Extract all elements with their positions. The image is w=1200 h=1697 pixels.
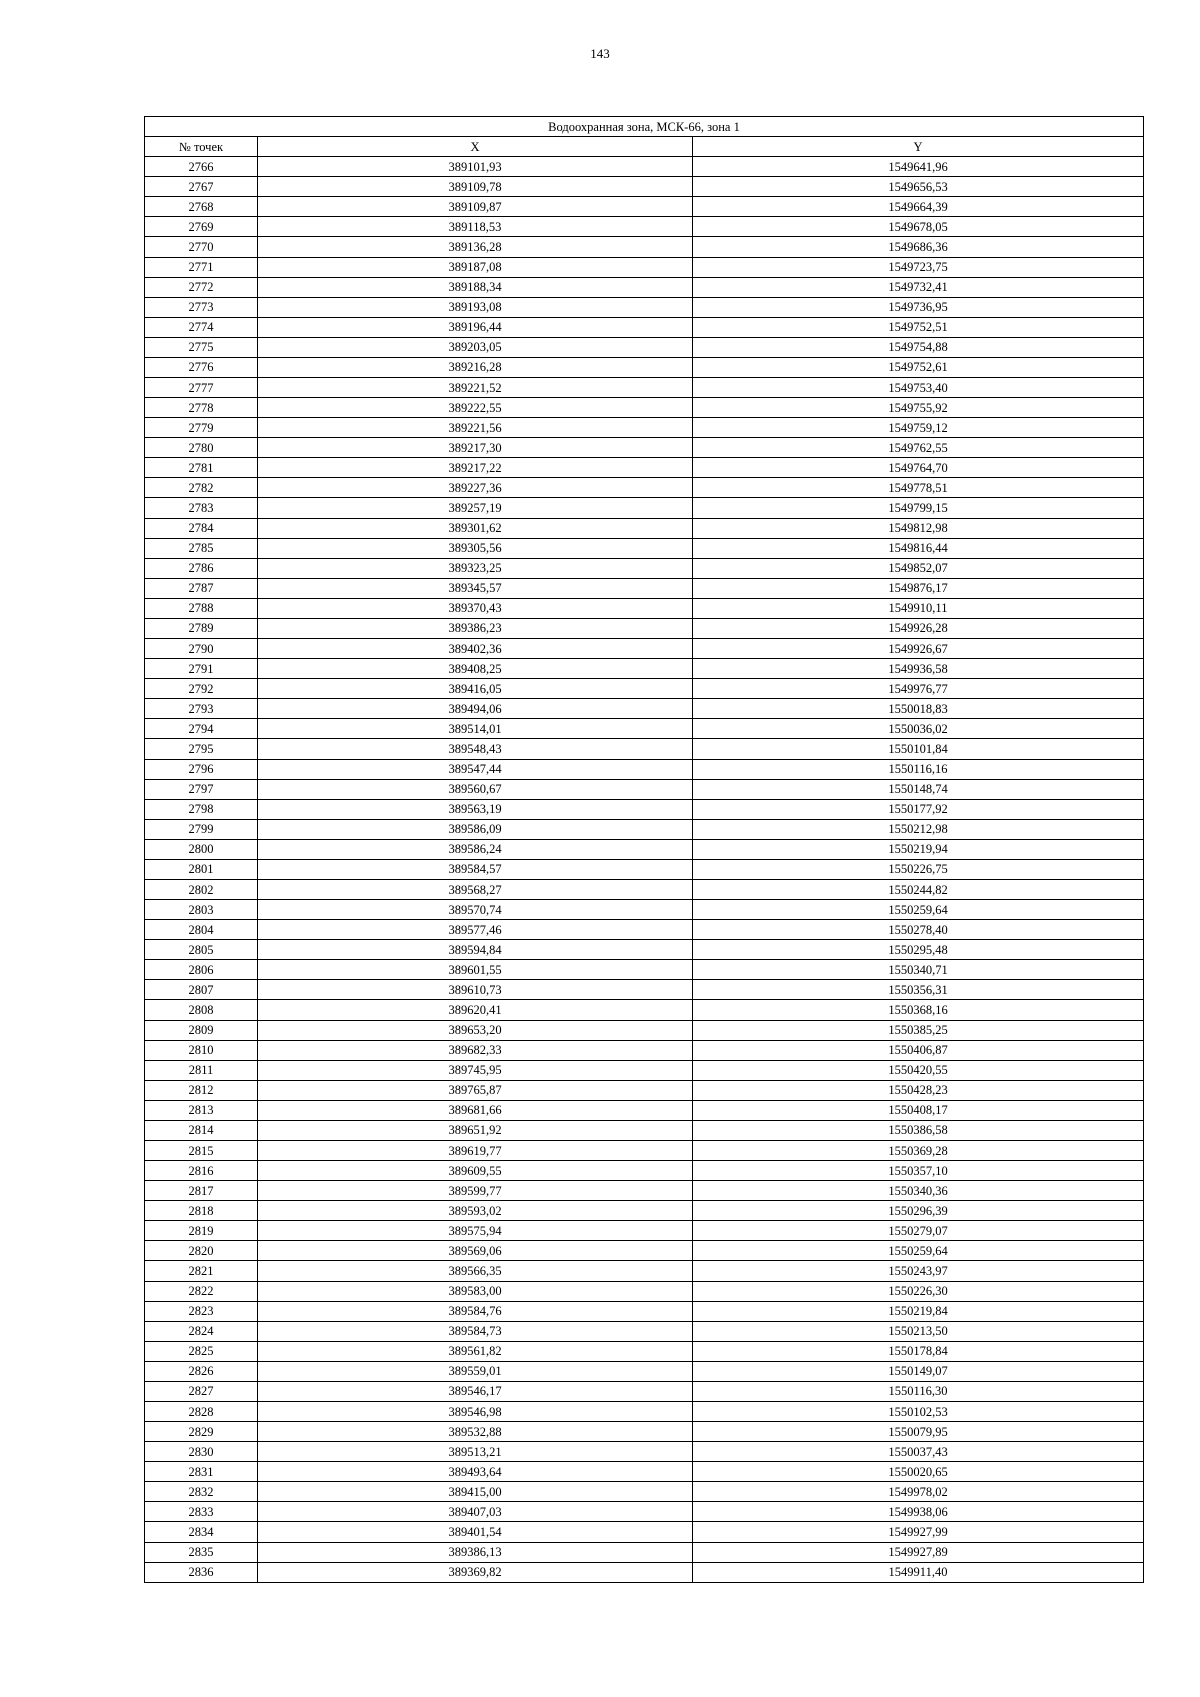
- x-coordinate-cell: 389408,25: [258, 659, 693, 679]
- table-row: [145, 337, 1144, 357]
- point-number-cell: 2815: [145, 1140, 258, 1160]
- point-number-cell: 2814: [145, 1120, 258, 1140]
- x-coordinate-cell: 389305,56: [258, 538, 693, 558]
- y-coordinate-cell: 1549926,67: [693, 639, 1144, 659]
- y-coordinate-cell: 1550244,82: [693, 879, 1144, 899]
- y-coordinate-cell: 1549910,11: [693, 598, 1144, 618]
- x-coordinate-cell: 389187,08: [258, 257, 693, 277]
- table-row: [145, 1080, 1144, 1100]
- x-coordinate-cell: 389765,87: [258, 1080, 693, 1100]
- y-coordinate-cell: 1550212,98: [693, 819, 1144, 839]
- table-row: [145, 398, 1144, 418]
- x-coordinate-cell: 389301,62: [258, 518, 693, 538]
- y-coordinate-cell: 1550219,94: [693, 839, 1144, 859]
- x-coordinate-cell: 389561,82: [258, 1341, 693, 1361]
- point-number-cell: 2767: [145, 177, 258, 197]
- x-coordinate-cell: 389101,93: [258, 157, 693, 177]
- x-coordinate-cell: 389610,73: [258, 980, 693, 1000]
- x-coordinate-cell: 389227,36: [258, 478, 693, 498]
- table-row: [145, 1140, 1144, 1160]
- y-coordinate-cell: 1549926,28: [693, 618, 1144, 638]
- table-row: [145, 297, 1144, 317]
- table-row: [145, 578, 1144, 598]
- x-coordinate-cell: 389599,77: [258, 1181, 693, 1201]
- y-coordinate-cell: 1549678,05: [693, 217, 1144, 237]
- table-row: [145, 237, 1144, 257]
- point-number-cell: 2803: [145, 900, 258, 920]
- point-number-cell: 2782: [145, 478, 258, 498]
- point-number-cell: 2826: [145, 1361, 258, 1381]
- coordinates-table: [144, 116, 1144, 1583]
- x-coordinate-cell: 389217,22: [258, 458, 693, 478]
- table-row: [145, 1341, 1144, 1361]
- x-coordinate-cell: 389196,44: [258, 317, 693, 337]
- y-coordinate-cell: 1550116,30: [693, 1381, 1144, 1401]
- y-coordinate-cell: 1550243,97: [693, 1261, 1144, 1281]
- y-coordinate-cell: 1549876,17: [693, 578, 1144, 598]
- y-coordinate-cell: 1550148,74: [693, 779, 1144, 799]
- table-row: [145, 639, 1144, 659]
- table-row: [145, 357, 1144, 377]
- point-number-cell: 2823: [145, 1301, 258, 1321]
- y-coordinate-cell: 1550036,02: [693, 719, 1144, 739]
- x-coordinate-cell: 389386,13: [258, 1542, 693, 1562]
- point-number-cell: 2778: [145, 398, 258, 418]
- y-coordinate-cell: 1549732,41: [693, 277, 1144, 297]
- y-coordinate-cell: 1549762,55: [693, 438, 1144, 458]
- point-number-cell: 2836: [145, 1562, 258, 1582]
- point-number-cell: 2810: [145, 1040, 258, 1060]
- y-coordinate-cell: 1550369,28: [693, 1140, 1144, 1160]
- y-coordinate-cell: 1549816,44: [693, 538, 1144, 558]
- table-row: [145, 839, 1144, 859]
- table-row: [145, 418, 1144, 438]
- point-number-cell: 2789: [145, 618, 258, 638]
- y-coordinate-cell: 1549752,61: [693, 357, 1144, 377]
- x-coordinate-cell: 389216,28: [258, 357, 693, 377]
- y-coordinate-cell: 1550420,55: [693, 1060, 1144, 1080]
- table-row: [145, 1040, 1144, 1060]
- x-coordinate-cell: 389386,23: [258, 618, 693, 638]
- table-row: [145, 859, 1144, 879]
- x-coordinate-cell: 389546,17: [258, 1381, 693, 1401]
- x-coordinate-cell: 389569,06: [258, 1241, 693, 1261]
- x-coordinate-cell: 389651,92: [258, 1120, 693, 1140]
- x-coordinate-cell: 389407,03: [258, 1502, 693, 1522]
- y-coordinate-cell: 1549764,70: [693, 458, 1144, 478]
- y-coordinate-cell: 1550177,92: [693, 799, 1144, 819]
- table-row: [145, 819, 1144, 839]
- x-coordinate-cell: 389586,24: [258, 839, 693, 859]
- point-number-cell: 2809: [145, 1020, 258, 1040]
- x-coordinate-cell: 389109,78: [258, 177, 693, 197]
- point-number-cell: 2793: [145, 699, 258, 719]
- y-coordinate-cell: 1549978,02: [693, 1482, 1144, 1502]
- y-coordinate-cell: 1550018,83: [693, 699, 1144, 719]
- table-row: [145, 1201, 1144, 1221]
- y-coordinate-cell: 1550295,48: [693, 940, 1144, 960]
- x-coordinate-cell: 389548,43: [258, 739, 693, 759]
- point-number-cell: 2766: [145, 157, 258, 177]
- point-number-cell: 2774: [145, 317, 258, 337]
- point-number-cell: 2831: [145, 1462, 258, 1482]
- point-number-cell: 2833: [145, 1502, 258, 1522]
- x-coordinate-cell: 389257,19: [258, 498, 693, 518]
- table-row: [145, 1301, 1144, 1321]
- column-header-point-number: № точек: [145, 137, 258, 157]
- point-number-cell: 2776: [145, 357, 258, 377]
- point-number-cell: 2832: [145, 1482, 258, 1502]
- x-coordinate-cell: 389620,41: [258, 1000, 693, 1020]
- x-coordinate-cell: 389514,01: [258, 719, 693, 739]
- table-title-row: [145, 117, 1144, 137]
- y-coordinate-cell: 1549778,51: [693, 478, 1144, 498]
- y-coordinate-cell: 1549753,40: [693, 378, 1144, 398]
- point-number-cell: 2786: [145, 558, 258, 578]
- point-number-cell: 2804: [145, 920, 258, 940]
- point-number-cell: 2773: [145, 297, 258, 317]
- y-coordinate-cell: 1550385,25: [693, 1020, 1144, 1040]
- point-number-cell: 2783: [145, 498, 258, 518]
- table-row: [145, 1462, 1144, 1482]
- x-coordinate-cell: 389402,36: [258, 639, 693, 659]
- table-row: [145, 618, 1144, 638]
- y-coordinate-cell: 1550116,16: [693, 759, 1144, 779]
- table-row: [145, 438, 1144, 458]
- point-number-cell: 2788: [145, 598, 258, 618]
- column-header-y: Y: [693, 137, 1144, 157]
- point-number-cell: 2791: [145, 659, 258, 679]
- table-row: [145, 1542, 1144, 1562]
- y-coordinate-cell: 1550368,16: [693, 1000, 1144, 1020]
- y-coordinate-cell: 1550406,87: [693, 1040, 1144, 1060]
- x-coordinate-cell: 389513,21: [258, 1442, 693, 1462]
- y-coordinate-cell: 1549656,53: [693, 177, 1144, 197]
- table-row: [145, 177, 1144, 197]
- x-coordinate-cell: 389345,57: [258, 578, 693, 598]
- x-coordinate-cell: 389193,08: [258, 297, 693, 317]
- x-coordinate-cell: 389369,82: [258, 1562, 693, 1582]
- table-row: [145, 1261, 1144, 1281]
- point-number-cell: 2817: [145, 1181, 258, 1201]
- x-coordinate-cell: 389575,94: [258, 1221, 693, 1241]
- y-coordinate-cell: 1550259,64: [693, 900, 1144, 920]
- x-coordinate-cell: 389221,56: [258, 418, 693, 438]
- x-coordinate-cell: 389109,87: [258, 197, 693, 217]
- x-coordinate-cell: 389601,55: [258, 960, 693, 980]
- x-coordinate-cell: 389416,05: [258, 679, 693, 699]
- x-coordinate-cell: 389532,88: [258, 1422, 693, 1442]
- point-number-cell: 2800: [145, 839, 258, 859]
- y-coordinate-cell: 1550020,65: [693, 1462, 1144, 1482]
- x-coordinate-cell: 389563,19: [258, 799, 693, 819]
- point-number-cell: 2797: [145, 779, 258, 799]
- table-row: [145, 217, 1144, 237]
- table-row: [145, 277, 1144, 297]
- table-row: [145, 1281, 1144, 1301]
- x-coordinate-cell: 389583,00: [258, 1281, 693, 1301]
- table-row: [145, 1120, 1144, 1140]
- column-header-x: X: [258, 137, 693, 157]
- x-coordinate-cell: 389323,25: [258, 558, 693, 578]
- point-number-cell: 2820: [145, 1241, 258, 1261]
- table-row: [145, 940, 1144, 960]
- y-coordinate-cell: 1550356,31: [693, 980, 1144, 1000]
- x-coordinate-cell: 389619,77: [258, 1140, 693, 1160]
- table-row: [145, 960, 1144, 980]
- x-coordinate-cell: 389609,55: [258, 1161, 693, 1181]
- point-number-cell: 2802: [145, 879, 258, 899]
- point-number-cell: 2835: [145, 1542, 258, 1562]
- table-row: [145, 1020, 1144, 1040]
- table-row: [145, 1181, 1144, 1201]
- y-coordinate-cell: 1550102,53: [693, 1402, 1144, 1422]
- x-coordinate-cell: 389593,02: [258, 1201, 693, 1221]
- y-coordinate-cell: 1550340,36: [693, 1181, 1144, 1201]
- y-coordinate-cell: 1549799,15: [693, 498, 1144, 518]
- y-coordinate-cell: 1549976,77: [693, 679, 1144, 699]
- point-number-cell: 2825: [145, 1341, 258, 1361]
- x-coordinate-cell: 389560,67: [258, 779, 693, 799]
- y-coordinate-cell: 1550278,40: [693, 920, 1144, 940]
- y-coordinate-cell: 1549664,39: [693, 197, 1144, 217]
- table-row: [145, 879, 1144, 899]
- x-coordinate-cell: 389745,95: [258, 1060, 693, 1080]
- table-row: [145, 1502, 1144, 1522]
- point-number-cell: 2822: [145, 1281, 258, 1301]
- y-coordinate-cell: 1550386,58: [693, 1120, 1144, 1140]
- y-coordinate-cell: 1550037,43: [693, 1442, 1144, 1462]
- y-coordinate-cell: 1549686,36: [693, 237, 1144, 257]
- point-number-cell: 2798: [145, 799, 258, 819]
- y-coordinate-cell: 1550226,75: [693, 859, 1144, 879]
- x-coordinate-cell: 389566,35: [258, 1261, 693, 1281]
- y-coordinate-cell: 1550101,84: [693, 739, 1144, 759]
- table-row: [145, 1000, 1144, 1020]
- point-number-cell: 2828: [145, 1402, 258, 1422]
- point-number-cell: 2816: [145, 1161, 258, 1181]
- point-number-cell: 2807: [145, 980, 258, 1000]
- table-row: [145, 1422, 1144, 1442]
- point-number-cell: 2768: [145, 197, 258, 217]
- y-coordinate-cell: 1549812,98: [693, 518, 1144, 538]
- point-number-cell: 2801: [145, 859, 258, 879]
- y-coordinate-cell: 1550178,84: [693, 1341, 1144, 1361]
- x-coordinate-cell: 389594,84: [258, 940, 693, 960]
- y-coordinate-cell: 1550428,23: [693, 1080, 1144, 1100]
- table-row: [145, 799, 1144, 819]
- x-coordinate-cell: 389653,20: [258, 1020, 693, 1040]
- table-row: [145, 1241, 1144, 1261]
- point-number-cell: 2818: [145, 1201, 258, 1221]
- table-header-row: [145, 137, 1144, 157]
- x-coordinate-cell: 389493,64: [258, 1462, 693, 1482]
- point-number-cell: 2827: [145, 1381, 258, 1401]
- point-number-cell: 2819: [145, 1221, 258, 1241]
- table-row: [145, 558, 1144, 578]
- x-coordinate-cell: 389136,28: [258, 237, 693, 257]
- table-title: Водоохранная зона, МСК-66, зона 1: [145, 117, 1144, 137]
- table-row: [145, 1562, 1144, 1582]
- y-coordinate-cell: 1549852,07: [693, 558, 1144, 578]
- point-number-cell: 2779: [145, 418, 258, 438]
- table-row: [145, 779, 1144, 799]
- table-row: [145, 759, 1144, 779]
- table-row: [145, 980, 1144, 1000]
- table-row: [145, 1321, 1144, 1341]
- y-coordinate-cell: 1549723,75: [693, 257, 1144, 277]
- y-coordinate-cell: 1550213,50: [693, 1321, 1144, 1341]
- x-coordinate-cell: 389118,53: [258, 217, 693, 237]
- point-number-cell: 2812: [145, 1080, 258, 1100]
- table-row: [145, 538, 1144, 558]
- point-number-cell: 2813: [145, 1100, 258, 1120]
- table-row: [145, 679, 1144, 699]
- table-row: [145, 498, 1144, 518]
- x-coordinate-cell: 389584,57: [258, 859, 693, 879]
- point-number-cell: 2796: [145, 759, 258, 779]
- x-coordinate-cell: 389546,98: [258, 1402, 693, 1422]
- table-row: [145, 699, 1144, 719]
- point-number-cell: 2805: [145, 940, 258, 960]
- x-coordinate-cell: 389221,52: [258, 378, 693, 398]
- point-number-cell: 2775: [145, 337, 258, 357]
- y-coordinate-cell: 1549752,51: [693, 317, 1144, 337]
- table-row: [145, 739, 1144, 759]
- x-coordinate-cell: 389570,74: [258, 900, 693, 920]
- table-row: [145, 1442, 1144, 1462]
- y-coordinate-cell: 1549641,96: [693, 157, 1144, 177]
- y-coordinate-cell: 1550219,84: [693, 1301, 1144, 1321]
- point-number-cell: 2811: [145, 1060, 258, 1080]
- point-number-cell: 2806: [145, 960, 258, 980]
- y-coordinate-cell: 1549927,99: [693, 1522, 1144, 1542]
- point-number-cell: 2834: [145, 1522, 258, 1542]
- table-row: [145, 598, 1144, 618]
- point-number-cell: 2781: [145, 458, 258, 478]
- y-coordinate-cell: 1550149,07: [693, 1361, 1144, 1381]
- y-coordinate-cell: 1549938,06: [693, 1502, 1144, 1522]
- x-coordinate-cell: 389217,30: [258, 438, 693, 458]
- table-row: [145, 1381, 1144, 1401]
- x-coordinate-cell: 389568,27: [258, 879, 693, 899]
- point-number-cell: 2829: [145, 1422, 258, 1442]
- x-coordinate-cell: 389203,05: [258, 337, 693, 357]
- point-number-cell: 2780: [145, 438, 258, 458]
- point-number-cell: 2795: [145, 739, 258, 759]
- point-number-cell: 2785: [145, 538, 258, 558]
- y-coordinate-cell: 1549936,58: [693, 659, 1144, 679]
- y-coordinate-cell: 1549927,89: [693, 1542, 1144, 1562]
- x-coordinate-cell: 389559,01: [258, 1361, 693, 1381]
- point-number-cell: 2830: [145, 1442, 258, 1462]
- x-coordinate-cell: 389577,46: [258, 920, 693, 940]
- y-coordinate-cell: 1549759,12: [693, 418, 1144, 438]
- table-row: [145, 1221, 1144, 1241]
- table-row: [145, 1060, 1144, 1080]
- y-coordinate-cell: 1549754,88: [693, 337, 1144, 357]
- point-number-cell: 2777: [145, 378, 258, 398]
- table-row: [145, 1522, 1144, 1542]
- point-number-cell: 2769: [145, 217, 258, 237]
- point-number-cell: 2770: [145, 237, 258, 257]
- point-number-cell: 2787: [145, 578, 258, 598]
- table-row: [145, 900, 1144, 920]
- table-row: [145, 920, 1144, 940]
- table-row: [145, 518, 1144, 538]
- table-body: [145, 157, 1144, 1583]
- x-coordinate-cell: 389401,54: [258, 1522, 693, 1542]
- point-number-cell: 2794: [145, 719, 258, 739]
- y-coordinate-cell: 1550357,10: [693, 1161, 1144, 1181]
- x-coordinate-cell: 389415,00: [258, 1482, 693, 1502]
- table-row: [145, 719, 1144, 739]
- point-number-cell: 2771: [145, 257, 258, 277]
- y-coordinate-cell: 1550408,17: [693, 1100, 1144, 1120]
- point-number-cell: 2784: [145, 518, 258, 538]
- table-row: [145, 1361, 1144, 1381]
- y-coordinate-cell: 1550226,30: [693, 1281, 1144, 1301]
- table-row: [145, 1100, 1144, 1120]
- point-number-cell: 2808: [145, 1000, 258, 1020]
- table-row: [145, 317, 1144, 337]
- y-coordinate-cell: 1549911,40: [693, 1562, 1144, 1582]
- point-number-cell: 2790: [145, 639, 258, 659]
- point-number-cell: 2792: [145, 679, 258, 699]
- y-coordinate-cell: 1550340,71: [693, 960, 1144, 980]
- point-number-cell: 2799: [145, 819, 258, 839]
- x-coordinate-cell: 389547,44: [258, 759, 693, 779]
- x-coordinate-cell: 389682,33: [258, 1040, 693, 1060]
- x-coordinate-cell: 389222,55: [258, 398, 693, 418]
- table-row: [145, 378, 1144, 398]
- x-coordinate-cell: 389494,06: [258, 699, 693, 719]
- table-row: [145, 257, 1144, 277]
- y-coordinate-cell: 1549736,95: [693, 297, 1144, 317]
- x-coordinate-cell: 389188,34: [258, 277, 693, 297]
- x-coordinate-cell: 389370,43: [258, 598, 693, 618]
- x-coordinate-cell: 389584,76: [258, 1301, 693, 1321]
- x-coordinate-cell: 389584,73: [258, 1321, 693, 1341]
- x-coordinate-cell: 389681,66: [258, 1100, 693, 1120]
- point-number-cell: 2821: [145, 1261, 258, 1281]
- point-number-cell: 2772: [145, 277, 258, 297]
- table-row: [145, 458, 1144, 478]
- y-coordinate-cell: 1550296,39: [693, 1201, 1144, 1221]
- y-coordinate-cell: 1550079,95: [693, 1422, 1144, 1442]
- table-row: [145, 478, 1144, 498]
- table-row: [145, 1402, 1144, 1422]
- x-coordinate-cell: 389586,09: [258, 819, 693, 839]
- table-row: [145, 157, 1144, 177]
- table-row: [145, 1161, 1144, 1181]
- y-coordinate-cell: 1550259,64: [693, 1241, 1144, 1261]
- point-number-cell: 2824: [145, 1321, 258, 1341]
- table-row: [145, 659, 1144, 679]
- table-row: [145, 1482, 1144, 1502]
- table-row: [145, 197, 1144, 217]
- y-coordinate-cell: 1550279,07: [693, 1221, 1144, 1241]
- y-coordinate-cell: 1549755,92: [693, 398, 1144, 418]
- page-number: 143: [590, 46, 610, 61]
